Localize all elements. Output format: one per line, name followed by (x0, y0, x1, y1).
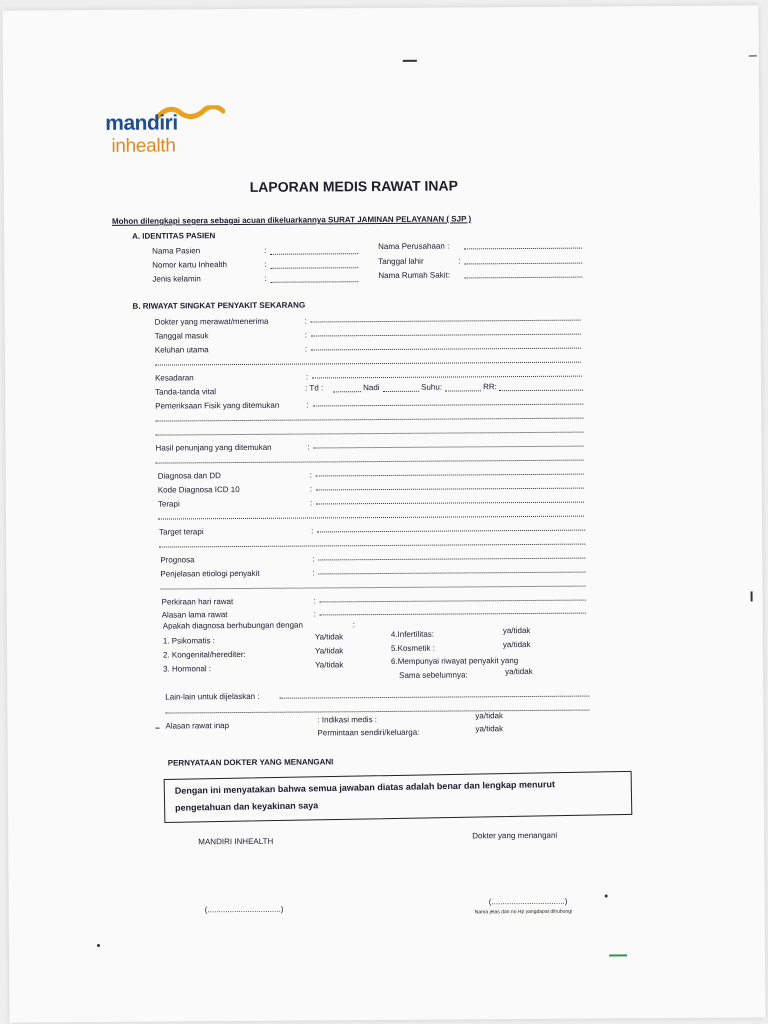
input-tanggal-lahir[interactable] (464, 263, 582, 265)
field-perkiraan-hari: Perkiraan hari rawat (161, 597, 234, 607)
field-nama-rumah-sakit: Nama Rumah Sakit: (378, 270, 450, 281)
input-nadi[interactable] (383, 391, 419, 392)
vital-rr: RR: (483, 382, 497, 392)
scan-speck (605, 894, 608, 897)
related-sama-value[interactable]: ya/tidak (505, 666, 533, 677)
input-target-extra[interactable] (159, 544, 585, 548)
related-heading: Apakah diagnosa berhubungan dengan (162, 620, 303, 631)
signature-left-line[interactable]: (.................................) (204, 904, 284, 915)
section-a-heading: A. IDENTITAS PASIEN (132, 231, 216, 241)
signature-right-note: Nama jelas dan no Hp yangdapat dihubungi (474, 908, 573, 916)
input-terapi[interactable] (316, 502, 584, 505)
field-kode-icd: Kode Diagnosa ICD 10 (157, 485, 240, 495)
field-keluhan-utama: Keluhan utama (154, 345, 209, 355)
related-sama-sebelumnya: Sama sebelumnya: (399, 670, 468, 680)
related-riwayat: 6.Mempunyai riwayat penyakit yang (390, 656, 519, 666)
signature-right-line[interactable]: (.................................) (488, 896, 568, 907)
input-target-terapi[interactable] (317, 530, 585, 533)
input-pemeriksaan-fisik[interactable] (313, 404, 583, 407)
field-jenis-kelamin: Jenis kelamin (152, 274, 201, 284)
input-prognosa[interactable] (318, 558, 585, 561)
field-diagnosa-dd: Diagnosa dan DD (157, 471, 221, 481)
field-prognosa: Prognosa (160, 555, 195, 565)
field-alasan-lama: Alasan lama rawat (161, 610, 228, 620)
scan-speck (749, 55, 757, 56)
vital-td: : Td : (305, 383, 324, 393)
field-permintaan: Permintaan sendiri/keluarga: (317, 727, 420, 738)
related-kongenital: 2. Kongenital/herediter: (162, 649, 246, 660)
field-tanda-vital: Tanda-tanda vital (155, 387, 217, 397)
input-nama-pasien[interactable] (270, 253, 358, 255)
input-lain-lain-extra[interactable] (165, 710, 589, 714)
related-hormonal-value[interactable]: Ya/tidak (315, 660, 344, 670)
input-dokter[interactable] (311, 320, 581, 323)
input-suhu[interactable] (445, 390, 481, 391)
input-nomor-kartu[interactable] (270, 267, 358, 269)
field-kesadaran: Kesadaran (155, 373, 194, 383)
field-pemeriksaan-fisik: Pemeriksaan Fisik yang ditemukan (155, 400, 280, 411)
related-psikomatis: 1. Psikomatis : (162, 636, 215, 646)
input-lain-lain[interactable] (279, 696, 589, 699)
input-perkiraan-hari[interactable] (320, 600, 586, 603)
related-psikomatis-value[interactable]: Ya/tidak (314, 632, 344, 642)
input-td[interactable] (333, 391, 361, 392)
field-terapi: Terapi (157, 499, 180, 509)
related-kosmetik-value[interactable]: ya/tidak (502, 639, 531, 650)
input-pemeriksaan-extra2[interactable] (155, 432, 583, 436)
vital-nadi: Nadi (363, 383, 380, 393)
field-target-terapi: Target terapi (159, 527, 204, 537)
related-hormonal: 3. Hormonal : (163, 664, 212, 674)
related-infertilitas-value[interactable]: ya/tidak (502, 625, 531, 636)
vital-suhu: Suhu: (421, 382, 443, 392)
scan-speck (751, 591, 753, 601)
field-hasil-penunjang: Hasil penunjang yang ditemukan (155, 442, 272, 453)
scan-speck (97, 944, 100, 947)
field-tanggal-masuk: Tanggal masuk (154, 331, 209, 341)
input-icd[interactable] (316, 488, 584, 491)
signature-left-label: MANDIRI INHEALTH (198, 836, 274, 847)
related-kosmetik: 5.Kosmetik : (390, 643, 435, 653)
scan-speck (609, 954, 627, 956)
input-kesadaran[interactable] (312, 376, 582, 379)
statement-heading: PERNYATAAN DOKTER YANG MENANGANI (167, 757, 334, 768)
statement-box (164, 771, 633, 823)
field-etiologi: Penjelasan etiologi penyakit (160, 568, 260, 579)
field-dokter: Dokter yang merawat/menerima (154, 316, 269, 327)
input-hasil-extra[interactable] (156, 460, 584, 464)
section-b-heading: B. RIWAYAT SINGKAT PENYAKIT SEKARANG (132, 300, 306, 311)
related-infertilitas: 4.Infertilitas: (390, 629, 435, 639)
scan-speck (155, 728, 159, 729)
input-hasil-penunjang[interactable] (314, 446, 584, 449)
input-nama-rumah-sakit[interactable] (464, 277, 582, 279)
input-alasan-lama[interactable] (320, 613, 586, 616)
field-lain-lain: Lain-lain untuk dijelaskan : (165, 691, 260, 702)
input-etiologi[interactable] (318, 572, 585, 575)
input-tanggal-masuk[interactable] (311, 334, 581, 337)
document-title: LAPORAN MEDIS RAWAT INAP (249, 177, 458, 195)
input-terapi-extra[interactable] (158, 516, 584, 520)
input-nama-perusahaan[interactable] (464, 248, 582, 250)
input-diagnosa[interactable] (316, 474, 584, 477)
field-alasan-rawat: Alasan rawat inap (165, 721, 230, 731)
field-indikasi: : Indikasi medis : (317, 715, 378, 725)
logo-inhealth: inhealth (111, 135, 176, 157)
input-jenis-kelamin[interactable] (270, 281, 358, 283)
related-kongenital-value[interactable]: Ya/tidak (314, 646, 344, 656)
indikasi-value[interactable]: ya/tidak (475, 711, 504, 721)
statement-line2: pengetahuan dan keyakinan saya (175, 800, 319, 813)
field-nomor-kartu: Nomor kartu Inhealth (152, 260, 227, 270)
logo-mandiri: mandiri (105, 111, 178, 135)
scan-speck (403, 60, 417, 62)
input-pemeriksaan-extra1[interactable] (155, 418, 583, 422)
intro-text: Mohon dilengkapi segera sebagai acuan dikeluarkannya SURAT JAMINAN PELAYANAN ( SJP ) (111, 214, 472, 226)
input-etiologi-extra[interactable] (161, 586, 586, 590)
permintaan-value[interactable]: ya/tidak (475, 724, 504, 734)
input-keluhan-utama[interactable] (311, 348, 581, 351)
field-nama-perusahaan: Nama Perusahaan : (378, 241, 450, 252)
field-tanggal-lahir: Tanggal lahir (378, 256, 424, 267)
document-page: mandiri inhealth LAPORAN MEDIS RAWAT INAP Mohon dilengkapi segera sebagai acuan dikeluarkannya SURAT JAMINAN PELAYANAN ( SJP ) A. IDENTITAS PASIEN Nama Pasien Nomor kartu Inhealth Jenis kelamin : : : Nama Perusahaan : Tanggal lahir Nama Rumah Sakit: : B. RIWAYAT SINGKAT PENYAKIT SEKARANG Dokter yang merawat/menerima Tanggal masuk Keluhan utama Kesadaran Tanda-tanda vital Pemeriksaan Fisik yang ditemukan Hasil penunjang yang ditemukan Diagnosa dan DD Kode Diagnosa ICD 10 Terapi Target terapi Prognosa Penjelasan etiologi penyakit Perkiraan hari rawat Alasan lama rawat : : : : : : : : : : : : : : : Td : Nadi Suhu: RR: Apakah diagnosa berhubungan dengan : 1. Psikomatis : Ya/tidak 2. Kongenital/herediter: Ya/tidak 3. Hormonal : Ya/tidak 4.Infertilitas: ya/tidak 5.Kosmetik : ya/tidak 6.Mempunyai riwayat penyakit yang Sama sebelumnya: ya/tidak Lain-lain untuk dijelaskan : Alasan rawat inap : Indikasi medis : ya/tidak Permintaan sendiri/keluarga: ya/tidak PERNYATAAN DOKTER YANG MENANGANI Dengan ini menyatakan bahwa semua jawaban diatas adalah benar dan lengkap menurut pengetahuan dan keyakinan saya MANDIRI INHEALTH Dokter yang menangani (.................................) (.................................) Nama jelas dan no Hp yangdapat dihubungi (2, 5, 765, 1022)
input-rr[interactable] (499, 390, 583, 392)
input-keluhan-extra[interactable] (155, 362, 581, 366)
statement-line1: Dengan ini menyatakan bahwa semua jawaban diatas adalah benar dan lengkap menurut (174, 779, 555, 796)
field-nama-pasien: Nama Pasien (152, 246, 201, 256)
signature-right-label: Dokter yang menangani (472, 830, 558, 841)
